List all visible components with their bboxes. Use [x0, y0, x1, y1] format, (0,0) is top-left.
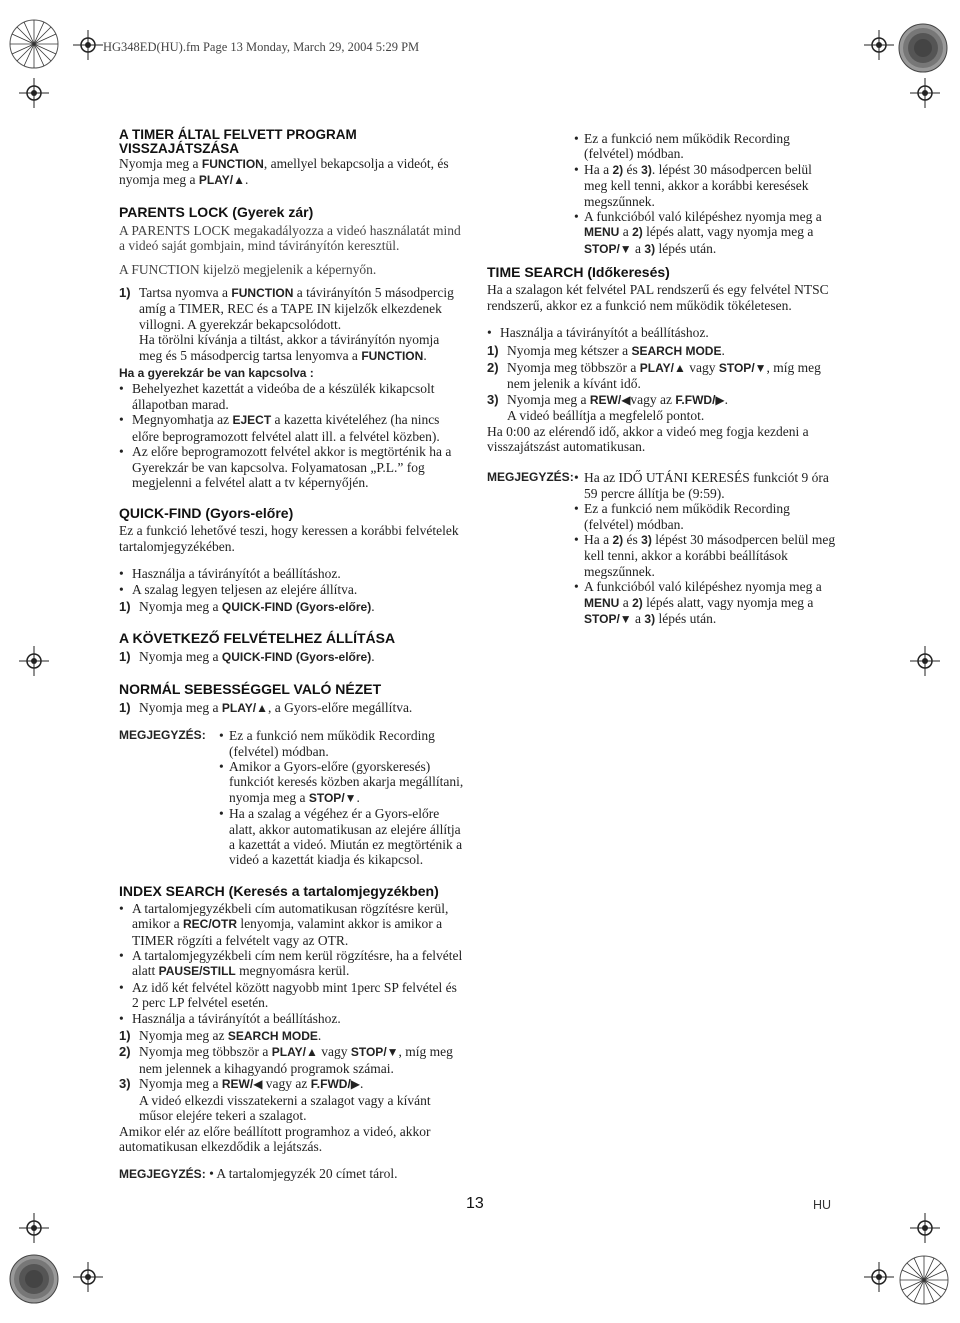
page-number: 13 [466, 1195, 484, 1212]
parents-paragraph-1: A PARENTS LOCK megakadályozza a videó használatát mind a videó saját gombjain, mind távirányítón keresztül. [119, 222, 461, 254]
index-step-3: 3) Nyomja meg a REW/◀ vagy az F.FWD/▶. A videó elkezdi visszatekerni a szalagot vagy a kívánt műsor elejére tekeri a szalagot. [119, 1076, 431, 1124]
section-title-timer-playback: A TIMER ÁLTAL FELVETT PROGRAM VISSZAJÁTSZÁSA [119, 127, 357, 156]
index-note: MEGJEGYZÉS: • A tartalomjegyzék 20 címet tárol. [119, 1166, 398, 1182]
parents-step-1: 1) Tartsa nyomva a FUNCTION a távirányítón 5 másodpercig amíg a TIMER, REC és a TAPE IN kijelzők elkezdenek villogni. A gyerekzár bekapcsolódott. Ha törölni kívánja a tiltást, akkor a távirányítón nyomja meg és 5 másodpercig tartsa lenyomva a FUNCTION. [119, 285, 454, 363]
list-item: • Használja a távirányítót a beállításhoz. [119, 566, 464, 581]
note-item: • Amikor a Gyors-előre (gyorskeresés) funkciót keresés közben akarja megállítani, nyomja meg a STOP/▼. [219, 759, 464, 806]
crosshair-icon [910, 646, 940, 676]
note-item: • Ez a funkció nem működik Recording (felvétel) módban. [219, 728, 464, 759]
note-item: • A funkcióból való kilépéshez nyomja meg a MENU a 2) lépés alatt, vagy nyomja meg a STOP/▼ a 3) lépés után. [574, 209, 837, 257]
crosshair-icon [19, 78, 49, 108]
index-paragraph: Amikor elér az előre beállított programhoz a videó, akkor automatikusan elkezdődik a lejátszás. [119, 1123, 431, 1154]
list-item: • A szalag legyen teljesen az elejére állítva. [119, 582, 464, 597]
list-item: • Az idő két felvétel között nagyobb mint 1perc SP felvétel és 2 perc LP felvétel esetén. [119, 980, 464, 1011]
note-item: • Ez a funkció nem működik Recording (felvétel) módban. [574, 131, 837, 162]
registration-mark-icon [898, 1254, 950, 1306]
note-item: • Ha a szalag a végéhez ér a Gyors-előre alatt, akkor automatikusan az elejére állítja a kazettát a videó. Miután ez megtörténik a videó a kazettát kiadja és kikapcsol. [219, 806, 464, 868]
normal-note: MEGJEGYZÉS: • Ez a funkció nem működik Recording (felvétel) módban. • Amikor a Gyors-előre (gyorskeresés) funkciót keresés közben akarja megállítani, nyomja meg a STOP/▼. • Ha a szalag a végéhez ér a Gyors-előre alatt, akkor automatikusan az elejére állítja a kazettát a videó. Miután ez megtörténik a videó a kazettát kiadja és kikapcsol. [119, 728, 464, 868]
crosshair-icon [910, 1213, 940, 1243]
parents-paragraph-2: A FUNCTION kijelzö megjelenik a képernyőn. [119, 261, 377, 277]
index-step-2: 2) Nyomja meg többször a PLAY/▲ vagy STOP/▼, míg meg nem jelennek a kihagyandó programok számai. [119, 1044, 453, 1076]
timer-paragraph: Nyomja meg a FUNCTION, amellyel bekapcsolja a videót, és nyomja meg a PLAY/▲. [119, 156, 449, 188]
time-note: MEGJEGYZÉS: • Ha az IDŐ UTÁNI KERESÉS funkciót 9 óra 59 percre állítja be (9:59). • Ez a funkció nem működik Recording (felvétel) módban. • Ha a 2) és 3) lépést 30 másodpercen belül meg kell tenni, akkor a korábbi beállítások megszűnnek. • A funkcióból való kilépéshez nyomja meg a MENU a 2) lépés alatt, vagy nyomja meg a STOP/▼ a 3) lépés után. [487, 470, 837, 627]
list-item: • Használja a távirányítót a beállításhoz. [487, 325, 837, 340]
section-title-parents-lock: PARENTS LOCK (Gyerek zár) [119, 203, 314, 220]
note-item: • Ha az IDŐ UTÁNI KERESÉS funkciót 9 óra 59 percre állítja be (9:59). [574, 470, 837, 501]
section-title-time-search: TIME SEARCH (Időkeresés) [487, 264, 670, 281]
note-item: • Ha a 2) és 3) lépést 30 másodpercen belül meg kell tenni, akkor a korábbi beállítások megszűnnek. [574, 532, 837, 579]
file-info: HG348ED(HU).fm Page 13 Monday, March 29, 2004 5:29 PM [103, 40, 420, 54]
note-item: • Ez a funkció nem működik Recording (felvétel) módban. [574, 501, 837, 532]
crosshair-icon [19, 646, 49, 676]
list-item: • Használja a távirányítót a beállításhoz. [119, 1011, 464, 1026]
section-title-index-search: INDEX SEARCH (Keresés a tartalomjegyzékben) [119, 882, 439, 899]
time-step-1: 1) Nyomja meg kétszer a SEARCH MODE. [487, 343, 725, 359]
registration-mark-icon [8, 1253, 60, 1305]
left-column [119, 128, 464, 1183]
list-item: • A tartalomjegyzékbeli cím nem kerül rögzítésre, ha a felvétel alatt PAUSE/STILL megnyomásra kerül. [119, 948, 464, 980]
list-item: • Behelyezhet kazettát a videóba de a készülék kikapcsolt állapotban marad. [119, 381, 464, 412]
next-step-1: 1) Nyomja meg a QUICK-FIND (Gyors-előre). [119, 649, 375, 665]
list-item: • Az előre beprogramozott felvétel akkor is megtörténik ha a Gyerekzár be van kapcsolva. Folyamatosan „P.L.” fog megjelenni a felvétel alatt a tv képernyőjén. [119, 444, 464, 490]
time-step-3: 3) Nyomja meg a REW/◀vagy az F.FWD/▶. A videó beállítja a megfelelő pontot. [487, 391, 728, 424]
right-column [487, 131, 837, 627]
crosshair-icon [73, 30, 103, 60]
registration-mark-icon [897, 22, 949, 74]
quick-paragraph: Ez a funkció lehetővé teszi, hogy keressen a korábbi felvételek tartalomjegyzékében. [119, 523, 459, 554]
normal-step-1: 1) Nyomja meg a PLAY/▲, a Gyors-előre megállítva. [119, 699, 413, 715]
crosshair-icon [910, 78, 940, 108]
index-step-1: 1) Nyomja meg az SEARCH MODE. [119, 1028, 322, 1044]
time-paragraph-1: Ha a szalagon két felvétel PAL rendszerű és egy felvétel NTSC rendszerű, akkor ez a funkció nem működik tökéletesen. [487, 282, 829, 313]
section-title-quick-find: QUICK-FIND (Gyors-előre) [119, 505, 294, 522]
note-item: • A funkcióból való kilépéshez nyomja meg a MENU a 2) lépés alatt, vagy nyomja meg a STOP/▼ a 3) lépés után. [574, 579, 837, 627]
crosshair-icon [19, 1213, 49, 1243]
section-title-normal-speed: NORMÁL SEBESSÉGGEL VALÓ NÉZET [119, 680, 382, 697]
parents-lock-subheading: Ha a gyerekzár be van kapcsolva : [119, 366, 314, 381]
list-item: • A tartalomjegyzékbeli cím automatikusan rögzítésre kerül, amikor a REC/OTR lenyomja, valamint akkor is amikor a TIMER rögzíti a felvételt vagy az OTR. [119, 901, 464, 948]
time-paragraph-2: Ha 0:00 az elérendő idő, akkor a videó meg fogja kezdeni a visszajátszást automatikusan. [487, 423, 809, 454]
crosshair-icon [864, 30, 894, 60]
quick-step-1: 1) Nyomja meg a QUICK-FIND (Gyors-előre). [119, 598, 375, 614]
language-code: HU [813, 1198, 832, 1212]
section-title-next-recording: A KÖVETKEZŐ FELVÉTELHEZ ÁLLÍTÁSA [119, 630, 396, 647]
note-item: • Ha a 2) és 3). lépést 30 másodpercen belül meg kell tenni, akkor a korábbi keresések megszűnnek. [574, 162, 837, 209]
registration-mark-icon [8, 18, 60, 70]
list-item: • Megnyomhatja az EJECT a kazetta kivételéhez (ha nincs előre beprogramozott felvétel alatt ill. a felvétel közben). [119, 412, 464, 444]
crosshair-icon [864, 1262, 894, 1292]
crosshair-icon [73, 1262, 103, 1292]
time-step-2: 2) Nyomja meg többször a PLAY/▲ vagy STOP/▼, míg meg nem jelenik a kívánt idő. [487, 359, 821, 392]
top-notes [487, 131, 837, 257]
